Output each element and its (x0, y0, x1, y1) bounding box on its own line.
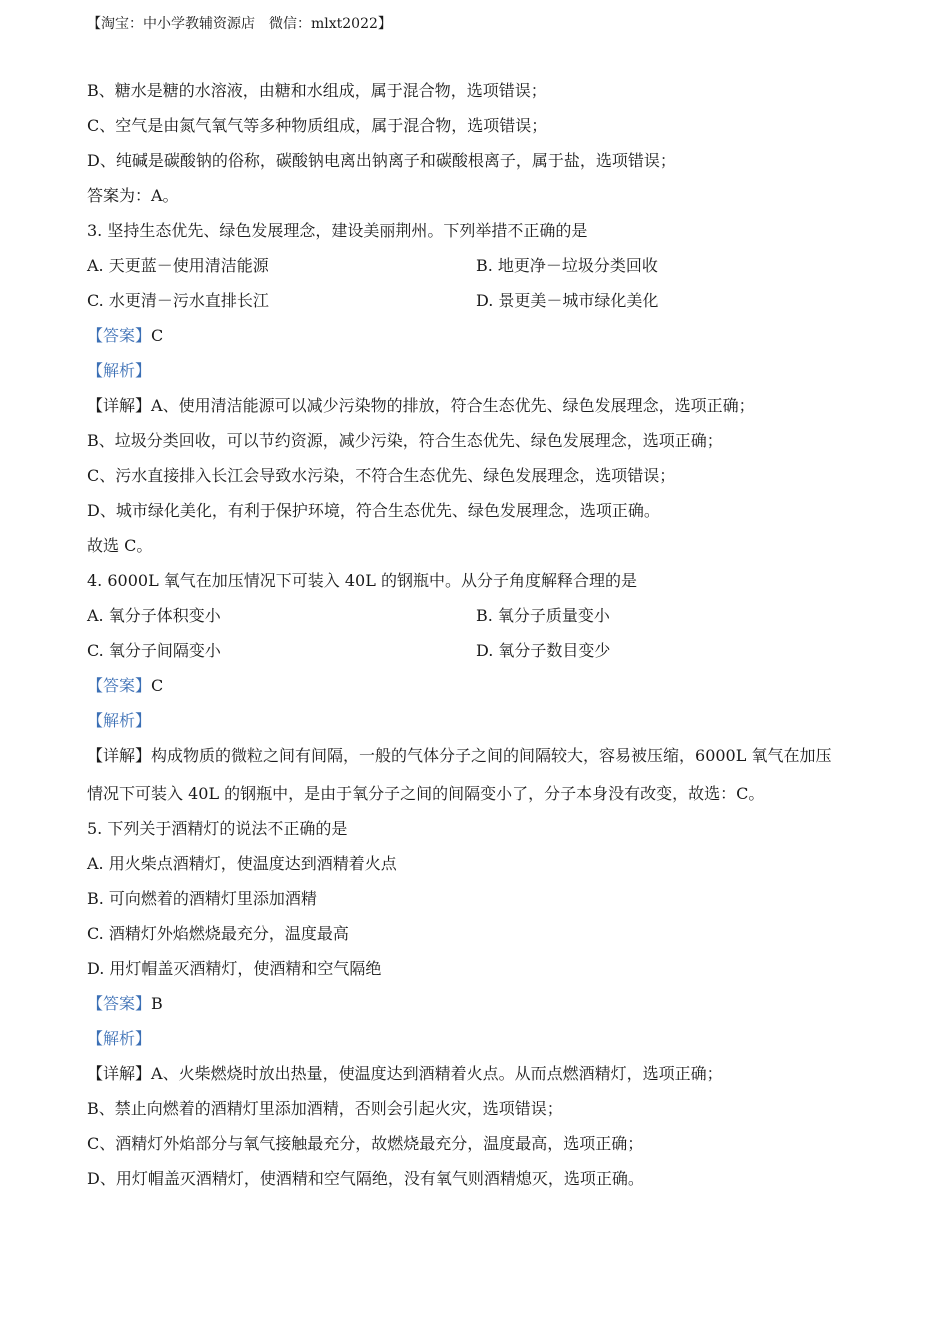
detail-tag: 【详解】 (87, 1064, 152, 1083)
q3-option-a: A. 天更蓝－使用清洁能源 (87, 256, 269, 275)
analysis-tag: 【解析】 (87, 361, 152, 380)
q5-stem: 5. 下列关于酒精灯的说法不正确的是 (87, 819, 348, 838)
prev-explanation-c: C、空气是由氮气氧气等多种物质组成，属于混合物，选项错误； (87, 116, 548, 135)
q3-option-c: C. 水更清－污水直排长江 (87, 291, 269, 310)
q5-option-b: B. 可向燃着的酒精灯里添加酒精 (87, 889, 317, 908)
prev-explanation-d: D、纯碱是碳酸钠的俗称，碳酸钠电离出钠离子和碳酸根离子，属于盐，选项错误； (87, 151, 676, 170)
q4-option-c: C. 氧分子间隔变小 (87, 641, 221, 660)
q4-detail-line2: 情况下可装入 40L 的钢瓶中，是由于氧分子之间的间隔变小了，分子本身没有改变，故选：C。 (87, 784, 765, 803)
analysis-tag: 【解析】 (87, 711, 152, 730)
prev-answer: 答案为：A。 (87, 186, 179, 205)
q3-conclusion: 故选 C。 (87, 536, 153, 555)
detail-tag: 【详解】 (87, 746, 152, 765)
q4-answer-value: C (151, 676, 164, 695)
analysis-tag: 【解析】 (87, 1029, 152, 1048)
q5-analysis-tag (87, 1028, 151, 1050)
q4-answer (87, 675, 163, 697)
prev-explanation-b: B、糖水是糖的水溶液，由糖和水组成，属于混合物，选项错误； (87, 81, 547, 100)
q3-option-d: D. 景更美－城市绿化美化 (476, 291, 659, 310)
answer-tag: 【答案】 (87, 326, 152, 345)
q3-detail-a: 【详解】A、使用清洁能源可以减少污染物的排放，符合生态优先、绿色发展理念，选项正确； (87, 396, 755, 415)
detail-tag: 【详解】 (87, 396, 152, 415)
answer-tag: 【答案】 (87, 994, 152, 1013)
q5-option-d: D. 用灯帽盖灭酒精灯，使酒精和空气隔绝 (87, 959, 382, 978)
q5-answer (87, 993, 163, 1015)
q4-stem: 4. 6000L 氧气在加压情况下可装入 40L 的钢瓶中。从分子角度解释合理的是 (87, 571, 637, 590)
q5-detail-b: B、禁止向燃着的酒精灯里添加酒精，否则会引起火灾，选项错误； (87, 1099, 563, 1118)
q5-detail-c: C、酒精灯外焰部分与氧气接触最充分，故燃烧最充分，温度最高，选项正确； (87, 1134, 644, 1153)
answer-tag: 【答案】 (87, 676, 152, 695)
q5-detail-a: 【详解】A、火柴燃烧时放出热量，使温度达到酒精着火点。从而点燃酒精灯，选项正确； (87, 1064, 723, 1083)
q3-stem: 3. 坚持生态优先、绿色发展理念，建设美丽荆州。下列举措不正确的是 (87, 221, 588, 240)
q5-option-a: A. 用火柴点酒精灯，使温度达到酒精着火点 (87, 854, 397, 873)
q4-analysis-tag (87, 710, 151, 732)
q4-option-a: A. 氧分子体积变小 (87, 606, 221, 625)
q3-detail-d: D、城市绿化美化，有利于保护环境，符合生态优先、绿色发展理念，选项正确。 (87, 501, 660, 520)
q3-answer-value: C (151, 326, 164, 345)
q5-option-c: C. 酒精灯外焰燃烧最充分，温度最高 (87, 924, 349, 943)
q4-option-b: B. 氧分子质量变小 (476, 606, 610, 625)
q3-option-b: B. 地更净－垃圾分类回收 (476, 256, 658, 275)
q3-analysis-tag (87, 360, 151, 382)
q4-option-d: D. 氧分子数目变少 (476, 641, 611, 660)
page-header: 【淘宝：中小学教辅资源店 微信：mlxt2022】 (87, 16, 392, 32)
q3-detail-b: B、垃圾分类回收，可以节约资源，减少污染，符合生态优先、绿色发展理念，选项正确； (87, 431, 723, 450)
q5-detail-d: D、用灯帽盖灭酒精灯，使酒精和空气隔绝，没有氧气则酒精熄灭，选项正确。 (87, 1169, 644, 1188)
q3-detail-c: C、污水直接排入长江会导致水污染，不符合生态优先、绿色发展理念，选项错误； (87, 466, 676, 485)
q4-detail-line1: 【详解】构成物质的微粒之间有间隔，一般的气体分子之间的间隔较大，容易被压缩，6000L 氧气在加压 (87, 746, 832, 765)
q3-answer (87, 325, 163, 347)
q5-answer-value: B (151, 994, 163, 1013)
